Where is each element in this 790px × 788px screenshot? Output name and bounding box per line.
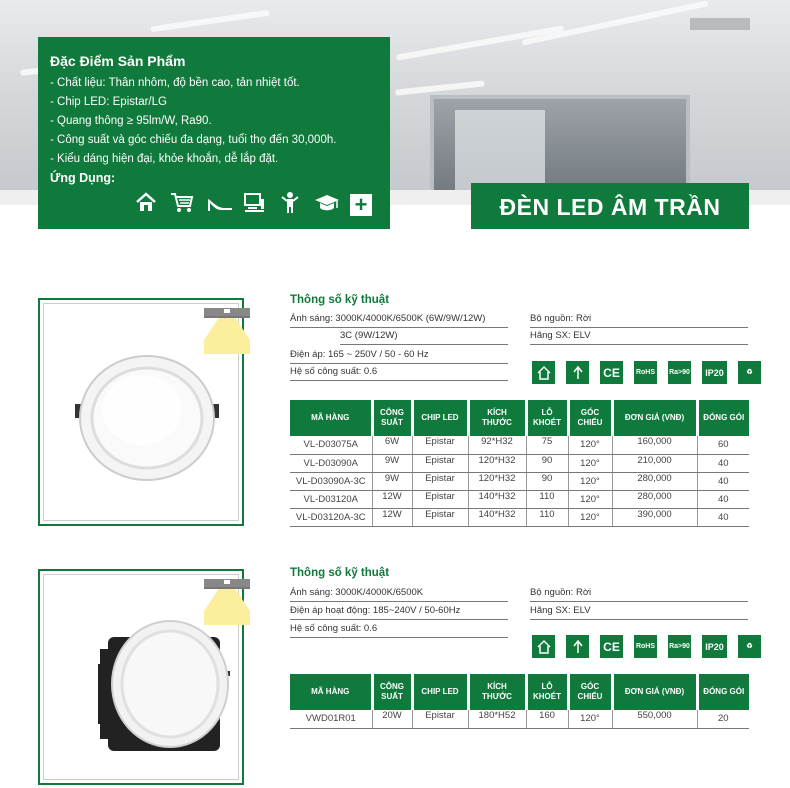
table-cell: 40 [697, 472, 749, 490]
spec-maker: Hãng SX: ELV [530, 603, 748, 620]
col-header: ĐÓNG GÓI [697, 674, 749, 710]
table-cell: 12W [372, 490, 412, 508]
ce-mark: CE [600, 361, 623, 384]
table-cell: 280,000 [612, 490, 697, 508]
col-header: GÓC CHIẾU [568, 674, 612, 710]
col-header: LỖ KHOÉT [526, 674, 568, 710]
page-title: ĐÈN LED ÂM TRẦN [471, 183, 749, 229]
table-cell: 20W [372, 710, 412, 728]
computer-icon [242, 191, 266, 219]
spec-light: Ánh sáng: 3000K/4000K/6500K (6W/9W/12W) [290, 311, 508, 328]
col-header: CHIP LED [412, 400, 468, 436]
col-header: CÔNG SUẤT [372, 674, 412, 710]
table-row [290, 472, 749, 490]
table-cell: Epistar [412, 454, 468, 472]
house-icon [532, 635, 555, 658]
col-header: ĐƠN GIÁ (VNĐ) [612, 674, 697, 710]
features-title: Đặc Điểm Sản Phẩm [50, 53, 186, 69]
arrow-up-icon [566, 635, 589, 658]
table-cell: 280,000 [612, 472, 697, 490]
col-header: ĐÓNG GÓI [697, 400, 749, 436]
table-cell: 9W [372, 454, 412, 472]
table-cell: 120° [568, 454, 612, 472]
feature-line: - Công suất và góc chiếu đa dạng, tuổi thọ đến 30,000h. [50, 134, 337, 146]
graduation-cap-icon [314, 191, 338, 219]
application-title: Ứng Dụng: [50, 171, 116, 185]
product-table [290, 674, 749, 729]
table-cell: 180*H52 [468, 710, 526, 728]
ip20-mark: IP20 [702, 635, 727, 658]
table-cell: Epistar [412, 472, 468, 490]
spec-voltage: Điện áp hoạt động: 185~240V / 50-60Hz [290, 603, 508, 620]
table-row [290, 436, 749, 454]
table-cell: 90 [526, 454, 568, 472]
table-cell: 6W [372, 436, 412, 454]
table-cell: 120° [568, 472, 612, 490]
feature-line: - Chip LED: Epistar/LG [50, 96, 167, 108]
table-cell: 40 [697, 454, 749, 472]
recycle-icon: ♻ [738, 635, 761, 658]
product-table [290, 400, 749, 527]
table-cell: 60 [697, 436, 749, 454]
table-cell: 75 [526, 436, 568, 454]
feature-line: - Quang thông ≥ 95lm/W, Ra90. [50, 115, 212, 127]
col-header: ĐƠN GIÁ (VNĐ) [612, 400, 697, 436]
application-icons [134, 191, 372, 219]
table-cell: 550,000 [612, 710, 697, 728]
certification-icons [532, 361, 761, 384]
table-row [290, 490, 749, 508]
table-cell: VL-D03090A [290, 454, 372, 472]
light-beam-icon [204, 579, 250, 625]
spec-driver: Bộ nguồn: Rời [530, 585, 748, 602]
table-cell: 160,000 [612, 436, 697, 454]
arrow-up-icon [566, 361, 589, 384]
light-beam-icon [204, 308, 250, 354]
feature-line: - Chất liệu: Thân nhôm, độ bền cao, tản nhiệt tốt. [50, 77, 300, 89]
downlight-image [90, 619, 240, 754]
table-cell: 390,000 [612, 508, 697, 526]
table-cell: 40 [697, 490, 749, 508]
table-cell: Epistar [412, 508, 468, 526]
certification-icons [532, 635, 761, 658]
table-cell: VL-D03120A-3C [290, 508, 372, 526]
table-cell: VL-D03075A [290, 436, 372, 454]
col-header: MÃ HÀNG [290, 400, 372, 436]
col-header: GÓC CHIẾU [568, 400, 612, 436]
table-cell: VL-D03090A-3C [290, 472, 372, 490]
table-row [290, 508, 749, 526]
table-row [290, 454, 749, 472]
spec-power-factor: Hệ số công suất: 0.6 [290, 621, 508, 638]
table-cell: 210,000 [612, 454, 697, 472]
ip20-mark: IP20 [702, 361, 727, 384]
col-header: MÃ HÀNG [290, 674, 372, 710]
ra90-mark: Ra>90 [668, 635, 691, 658]
table-cell: 120° [568, 490, 612, 508]
table-cell: 140*H32 [468, 490, 526, 508]
cart-icon [170, 191, 194, 219]
table-cell: Epistar [412, 436, 468, 454]
table-cell: 90 [526, 472, 568, 490]
home-icon [134, 191, 158, 219]
spec-driver: Bộ nguồn: Rời [530, 311, 748, 328]
spec-voltage: Điện áp: 165 ~ 250V / 50 - 60 Hz [290, 347, 508, 364]
table-cell: 110 [526, 490, 568, 508]
feature-line: - Kiểu dáng hiện đại, khỏe khoắn, dễ lắp đặt. [50, 153, 279, 165]
product-image-frame [38, 569, 244, 785]
table-cell: 92*H32 [468, 436, 526, 454]
spec-light-cont: 3C (9W/12W) [340, 328, 508, 345]
product-image-frame [38, 298, 244, 526]
table-cell: 140*H32 [468, 508, 526, 526]
table-cell: 120° [568, 436, 612, 454]
high-heel-icon [206, 191, 230, 219]
spec-light: Ánh sáng: 3000K/4000K/6500K [290, 585, 508, 602]
col-header: CHIP LED [412, 674, 468, 710]
table-cell: 120° [568, 508, 612, 526]
person-icon [278, 191, 302, 219]
table-cell: 20 [697, 710, 749, 728]
rohs-mark: RoHS [634, 635, 657, 658]
table-cell: 160 [526, 710, 568, 728]
ce-mark: CE [600, 635, 623, 658]
table-row [290, 710, 749, 728]
table-cell: VL-D03120A [290, 490, 372, 508]
table-cell: 9W [372, 472, 412, 490]
table-cell: Epistar [412, 490, 468, 508]
col-header: KÍCH THƯỚC [468, 674, 526, 710]
features-panel [38, 37, 390, 229]
rohs-mark: RoHS [634, 361, 657, 384]
table-cell: 120*H32 [468, 454, 526, 472]
ra90-mark: Ra>90 [668, 361, 691, 384]
table-cell: Epistar [412, 710, 468, 728]
table-cell: 120*H32 [468, 472, 526, 490]
col-header: LỖ KHOÉT [526, 400, 568, 436]
table-cell: 110 [526, 508, 568, 526]
specs-title: Thông số kỹ thuật [290, 567, 390, 579]
medical-cross-icon: + [350, 194, 372, 216]
spec-power-factor: Hệ số công suất: 0.6 [290, 364, 508, 381]
specs-title: Thông số kỹ thuật [290, 294, 390, 306]
table-cell: 40 [697, 508, 749, 526]
recycle-icon: ♻ [738, 361, 761, 384]
downlight-image [72, 352, 222, 482]
table-cell: 120° [568, 710, 612, 728]
table-cell: 12W [372, 508, 412, 526]
table-cell: VWD01R01 [290, 710, 372, 728]
col-header: KÍCH THƯỚC [468, 400, 526, 436]
spec-maker: Hãng SX: ELV [530, 328, 748, 345]
house-icon [532, 361, 555, 384]
col-header: CÔNG SUẤT [372, 400, 412, 436]
